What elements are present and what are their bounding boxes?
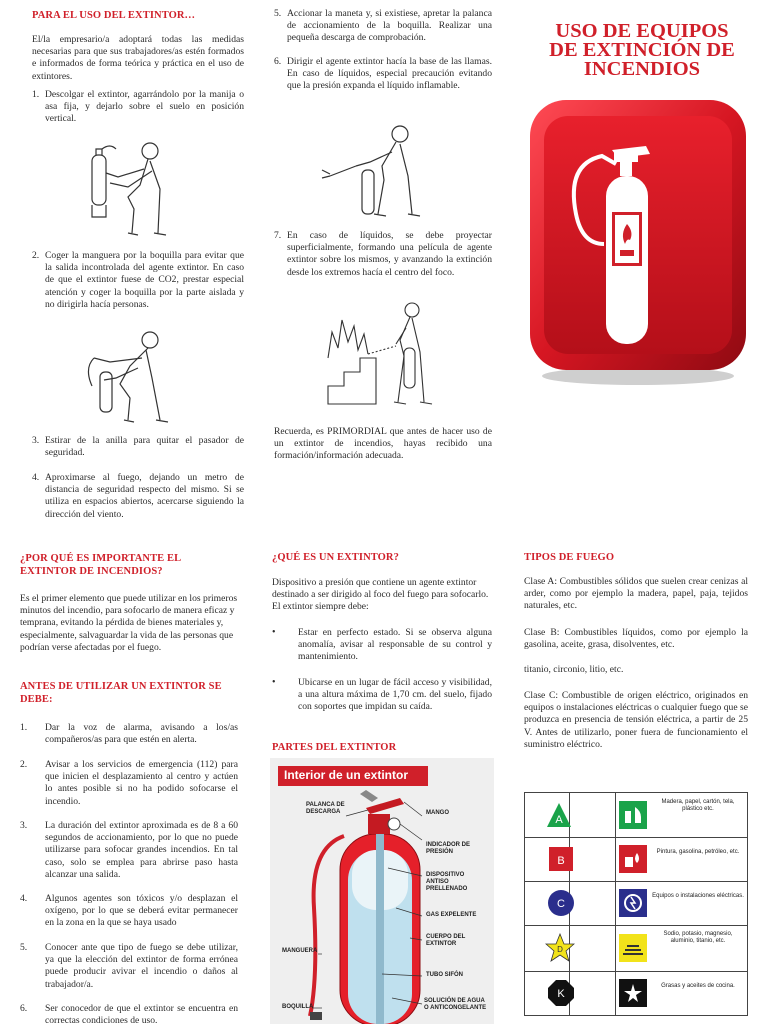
step-5: 5. Accionar la maneta y, si existiese, apretar la palanca de accionamiento de la boquilla. Realizar una pequeña descarga de comprobación. (274, 8, 492, 44)
cover-title: USO DE EQUIPOS DE EXTINCIÓN DE INCENDIOS (549, 20, 735, 80)
label-indicador: INDICADOR DE PRESIÓN (426, 842, 471, 855)
fire-row-k (525, 971, 747, 1015)
class-d-star-icon (545, 933, 575, 963)
class-b-desc: Pintura, gasolina, petróleo, etc. (656, 849, 740, 855)
step-4: 4. Aproximarse al fuego, dejando un metro de distancia de seguridad respecto del mismo. Si se utiliza en espacios abiertos, acercarse siguiendo la dirección del viento. (32, 472, 244, 520)
before-item-5: 5. Conocer ante que tipo de fuego se debe utilizar, ya que la elección del extintor de forma errónea puede producir avivar el incendio o daños al trabajador/a. (20, 942, 238, 990)
fire-row-c (525, 881, 747, 926)
label-dispositivo: DISPOSITIVO ANTISO PRELLENADO (426, 872, 468, 892)
before-item-2: 2. Avisar a los servicios de emergencia (112) para que inicien el desplazamiento al centro y actúen lo antes posible si no ha podido sofocarse el incendio. (20, 759, 238, 807)
class-c-desc: Equipos o instalaciones eléctricas. (652, 893, 744, 899)
lift-extinguisher-illustration (88, 137, 188, 239)
class-b-square-icon (549, 847, 573, 871)
before-item-6: 6. Ser conocedor de que el extintor se encuentra en correctas condiciones de uso. (20, 1003, 238, 1027)
what-bullet-2: • Ubicarse en un lugar de fácil acceso y visibilidad, a una altura máxima de 1,70 cm. del suelo, fijado con soportes que impidan su caída. (272, 677, 492, 713)
class-a-triangle-icon (545, 801, 573, 829)
cooking-oil-icon (619, 979, 647, 1007)
svg-text:K: K (557, 988, 565, 1000)
extinguisher-sign-icon (526, 94, 750, 388)
fire-row-d (525, 925, 747, 972)
step-6: 6. Dirigir el agente extintor hacía la base de las llamas. En caso de líquidos, especial precaución evitando que la presión expanda el líquido inflamable. (274, 56, 492, 92)
fire-class-table (524, 792, 748, 1016)
fire-row-b (525, 837, 747, 882)
parts-diagram (270, 758, 494, 1024)
step-7: 7. En caso de líquidos, se debe proyectar superficialmente, formando una película de agente extintor sobre los mismos, y avanzando la extinción desde los extremos hacía el centro del foco. (274, 230, 492, 278)
class-d-desc: Sodio, potasio, magnesio, aluminio, titanio, etc. (663, 931, 733, 944)
label-cuerpo: CUERPO DEL EXTINTOR (426, 934, 466, 947)
class-k-desc: Grasas y aceites de cocina. (661, 983, 735, 989)
svg-text:C: C (557, 898, 565, 910)
fire-row-a (525, 793, 747, 838)
label-mango: MANGO (426, 810, 449, 816)
solid-fuel-icon (619, 801, 647, 829)
label-palanca: PALANCA DE DESCARGA (306, 802, 345, 815)
label-boquilla: BOQUILLA (282, 1004, 314, 1010)
liquid-fuel-icon (619, 845, 647, 873)
class-c-text: Clase C: Combustible de origen eléctrico, originados en equipos o instalaciones eléctricas o cualquier fuego que se produzca en presencia de tensión eléctrica, a partir de 25 V. Antes de utilizarlo, poner fuera de funcionamiento el suministro eléctrico. (524, 690, 748, 750)
parts-heading: PARTES DEL EXTINTOR (272, 742, 397, 753)
class-a-text: Clase A: Combustibles sólidos que suelen crear cenizas al arder, como por ejemplo la madera, papel, paja, tejidos naturales, etc. (524, 576, 748, 612)
pull-pin-illustration (80, 328, 180, 424)
what-paragraph: Dispositivo a presión que contiene un agente extintor destinado a ser dirigido al foco del fuego para sofocarlo. El extintor siempre debe: (272, 577, 489, 613)
class-k-octagon-icon (547, 979, 575, 1007)
before-item-1: 1. Dar la voz de alarma, avisando a los/as compañeros/as para que estén en alerta. (20, 722, 238, 746)
label-tubo: TUBO SIFÓN (426, 972, 463, 978)
extra-text: titanio, circonio, litio, etc. (524, 664, 624, 675)
electrical-icon (619, 889, 647, 917)
svg-text:A: A (555, 814, 563, 826)
extintor-use-heading: PARA EL USO DEL EXTINTOR… (32, 10, 196, 21)
label-gas: GAS EXPELENTE (426, 912, 477, 918)
step-2: 2. Coger la manguera por la boquilla para evitar que la salida incontrolada del agente extintor. En caso de que el extintor fuese de CO2, prestar especial atención y coger la boquilla por la parte aislada y no dirigirla hacía personas. (32, 250, 244, 310)
spray-illustration (320, 120, 430, 220)
step-3: 3. Estirar de la anilla para quitar el pasador de seguridad. (32, 435, 244, 459)
fire-stairs-illustration (326, 298, 438, 410)
intro-paragraph: El/la empresario/a adoptará todas las medidas necesarias para que sus trabajadores/as estén formados e informados de forma teórica y práctica en el uso de extintores. (32, 34, 244, 82)
class-c-circle-icon (547, 889, 575, 917)
class-b-text: Clase B: Combustibles líquidos, como por ejemplo la gasolina, aceite, grasa, disolventes, etc. (524, 627, 748, 651)
svg-text:B: B (557, 855, 565, 867)
step-1: 1. Descolgar el extintor, agarrándolo por la manija o asa fija, y dejarlo sobre el suelo en posición vertical. (32, 89, 244, 125)
before-item-4: 4. Algunos agentes son tóxicos y/o desplazan el oxígeno, por lo que se deberá evitar permanecer en la zona en la que se haya usado (20, 893, 238, 929)
what-heading: ¿QUÉ ES UN EXTINTOR? (272, 552, 399, 563)
reminder-paragraph: Recuerda, es PRIMORDIAL que antes de hacer uso de un extintor de incendios, hayas recibido una formación/información adecuada. (274, 426, 492, 462)
importance-paragraph: Es el primer elemento que puede utilizar en los primeros minutos del incendio, para sofocarlo de manera eficaz y temprana, evitando la pérdida de bienes materiales y, especialmente, salvaguardar la vida de las personas que podrían verse afectadas por el fuego. (20, 593, 238, 653)
importance-heading: ¿POR QUÉ ES IMPORTANTE EL EXTINTOR DE INCENDIOS? (20, 553, 181, 577)
before-heading: ANTES DE UTILIZAR UN EXTINTOR SE DEBE: (20, 681, 222, 705)
label-manguera: MANGUERA (282, 948, 318, 954)
diagram-title: Interior de un extintor (284, 768, 409, 782)
fire-types-heading: TIPOS DE FUEGO (524, 552, 615, 563)
label-solucion: SOLUCIÓN DE AGUA O ANTICONGELANTE (424, 998, 487, 1011)
class-a-desc: Madera, papel, cartón, tela, plástico etc. (661, 799, 735, 812)
what-bullet-1: • Estar en perfecto estado. Si se observa alguna anomalía, avisar al responsable de su control y mantenimiento. (272, 627, 492, 663)
svg-text:D: D (557, 945, 563, 954)
before-item-3: 3. La duración del extintor aproximada es de 8 a 60 segundos de accionamiento, por lo que no puede utilizarse para sofocar grandes incendios. En tal caso, solo se emplea para abrirse paso hasta alcanzar una salida. (20, 820, 238, 880)
metal-fuel-icon (619, 934, 647, 962)
